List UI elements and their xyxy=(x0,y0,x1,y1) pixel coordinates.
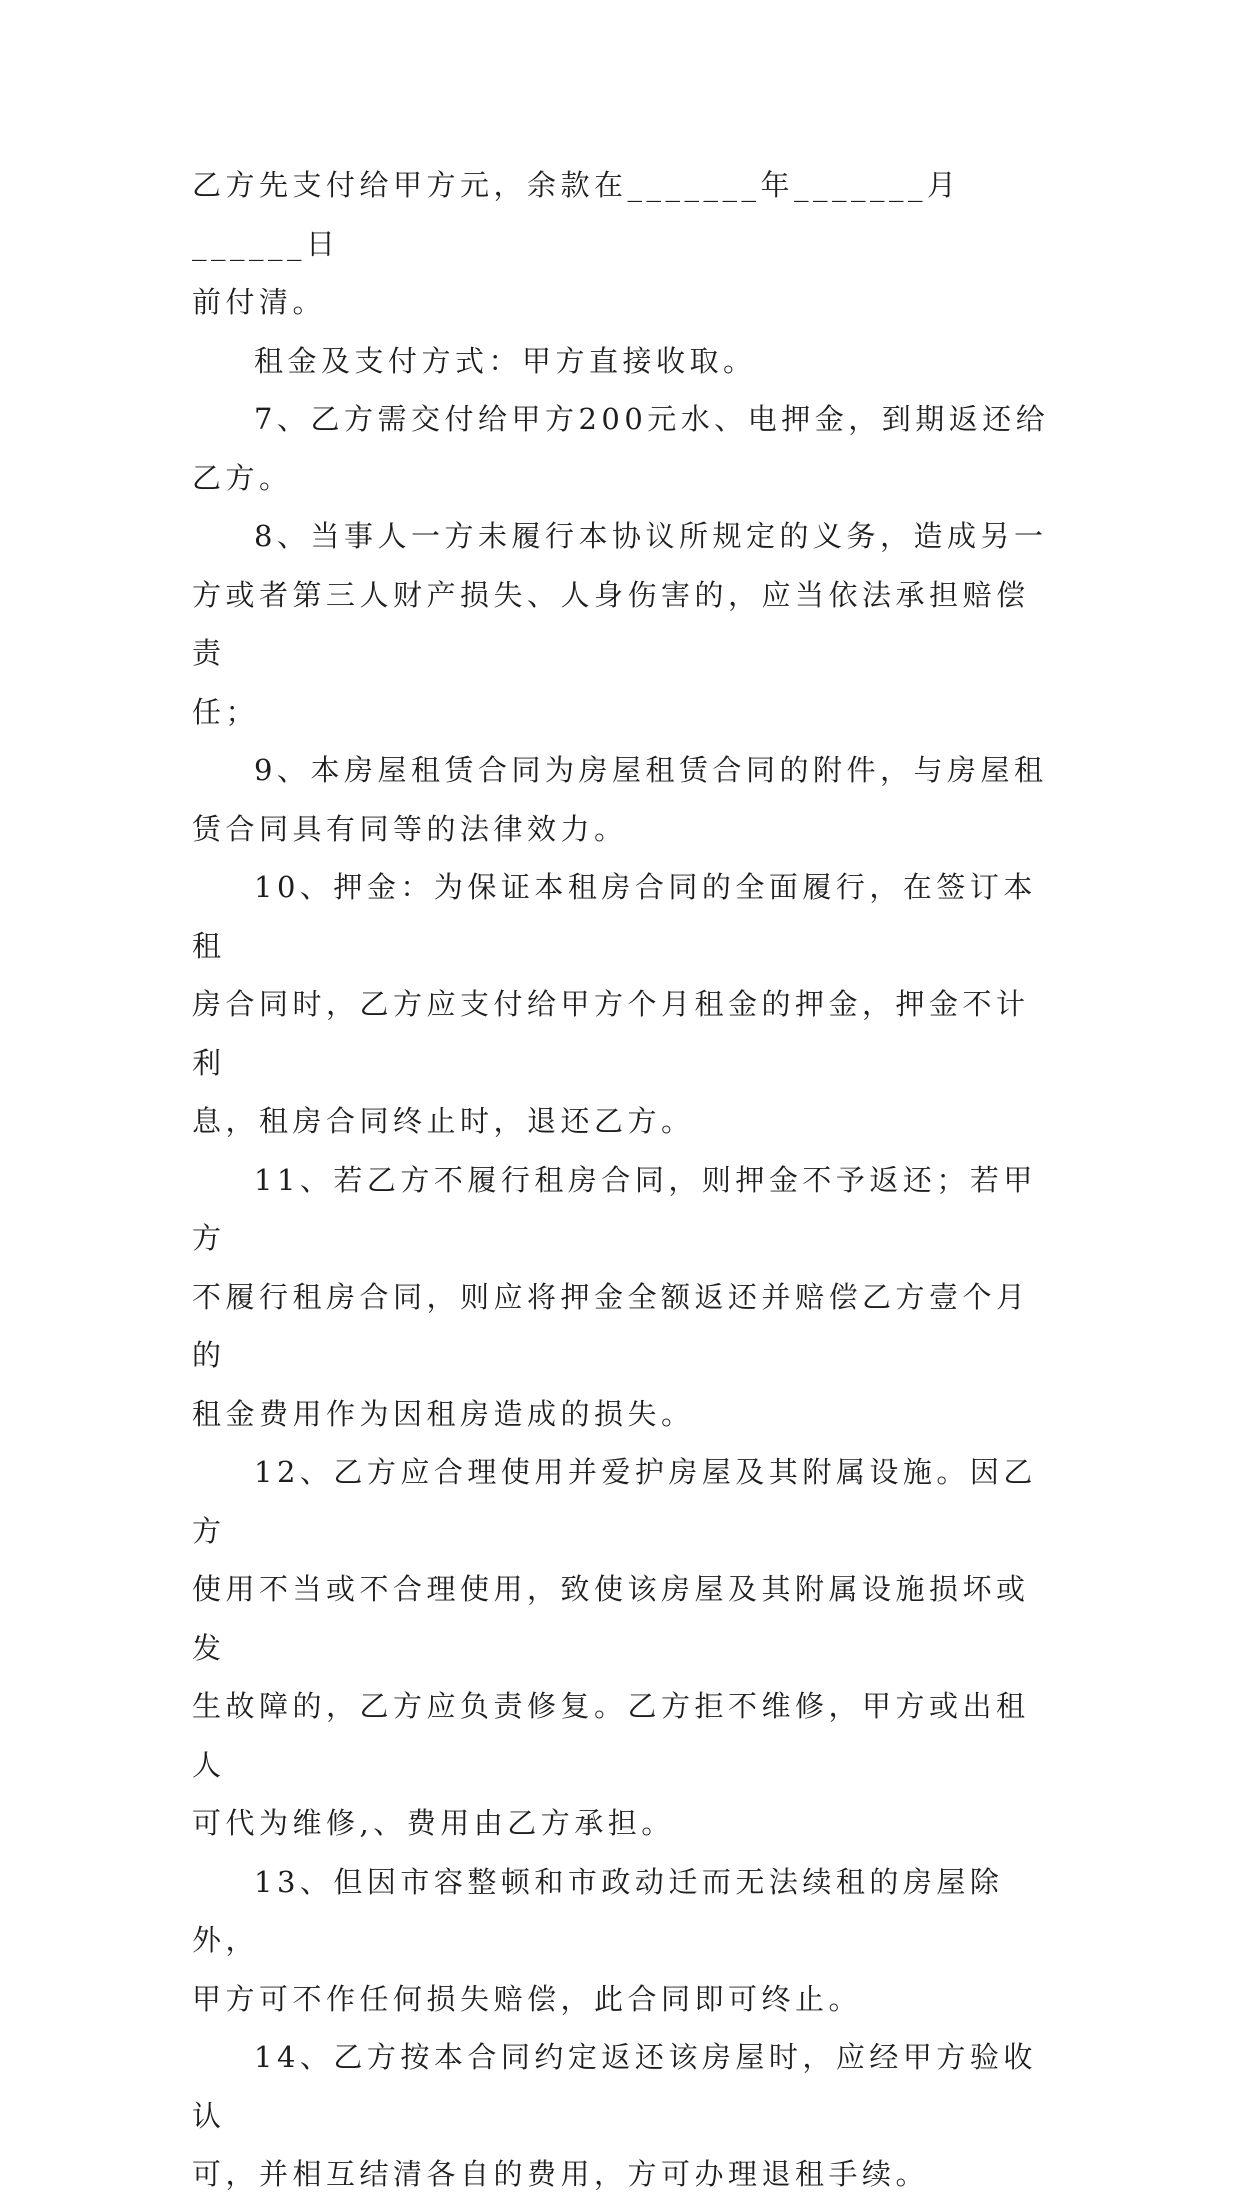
text-line: 房合同时，乙方应支付给甲方个月租金的押金，押金不计利 xyxy=(192,987,1030,1080)
text-line: 9、本房屋租赁合同为房屋租赁合同的附件，与房屋租 xyxy=(254,753,1048,787)
text-line: 租金及支付方式：甲方直接收取。 xyxy=(254,343,757,378)
paragraph-payment-balance xyxy=(192,156,1052,332)
paragraph-clause-11 xyxy=(192,1151,1052,1444)
text-line: 13、但因市容整顿和市政动迁而无法续租的房屋除外， xyxy=(192,1864,1004,1957)
paragraph-clause-10 xyxy=(192,858,1052,1151)
text-line: 任； xyxy=(192,694,260,729)
text-line: 12、乙方应合理使用并爱护房屋及其附属设施。因乙方 xyxy=(192,1455,1037,1548)
text-line: 不履行租房合同，则应将押金全额返还并赔偿乙方壹个月的 xyxy=(192,1279,1030,1372)
paragraph-rent-payment-method xyxy=(192,332,1052,391)
text-line: 赁合同具有同等的法律效力。 xyxy=(192,811,628,846)
paragraph-clause-14 xyxy=(192,2028,1052,2204)
contract-text-body xyxy=(192,156,1052,2204)
text-line: 乙方先支付给甲方元，余款在_______年_______月______日 xyxy=(192,168,961,261)
text-line: 生故障的，乙方应负责修复。乙方拒不维修，甲方或出租人 xyxy=(192,1689,1030,1782)
paragraph-clause-7 xyxy=(192,390,1052,507)
text-line: 可，并相互结清各自的费用，方可办理退租手续。 xyxy=(192,2157,930,2191)
text-line: 使用不当或不合理使用，致使该房屋及其附属设施损坏或发 xyxy=(192,1572,1030,1665)
text-line: 方或者第三人财产损失、人身伤害的，应当依法承担赔偿责 xyxy=(192,577,1030,670)
text-line: 可代为维修,、费用由乙方承担。 xyxy=(192,1806,675,1840)
text-line: 乙方。 xyxy=(192,460,293,495)
paragraph-clause-13 xyxy=(192,1853,1052,2029)
text-line: 10、押金：为保证本租房合同的全面履行，在签订本租 xyxy=(192,870,1037,963)
text-line: 14、乙方按本合同约定返还该房屋时，应经甲方验收认 xyxy=(192,2040,1037,2133)
text-line: 11、若乙方不履行租房合同，则押金不予返还；若甲方 xyxy=(192,1162,1037,1255)
text-line: 甲方可不作任何损失赔偿，此合同即可终止。 xyxy=(192,1981,863,2016)
paragraph-clause-9 xyxy=(192,741,1052,858)
paragraph-clause-8 xyxy=(192,507,1052,741)
paragraph-clause-12 xyxy=(192,1443,1052,1853)
text-line: 前付清。 xyxy=(192,285,327,319)
text-line: 租金费用作为因租房造成的损失。 xyxy=(192,1396,695,1431)
text-line: 7、乙方需交付给甲方200元水、电押金，到期返还给 xyxy=(254,402,1050,436)
text-line: 8、当事人一方未履行本协议所规定的义务，造成另一 xyxy=(254,519,1048,553)
text-line: 息，租房合同终止时，退还乙方。 xyxy=(192,1104,695,1138)
